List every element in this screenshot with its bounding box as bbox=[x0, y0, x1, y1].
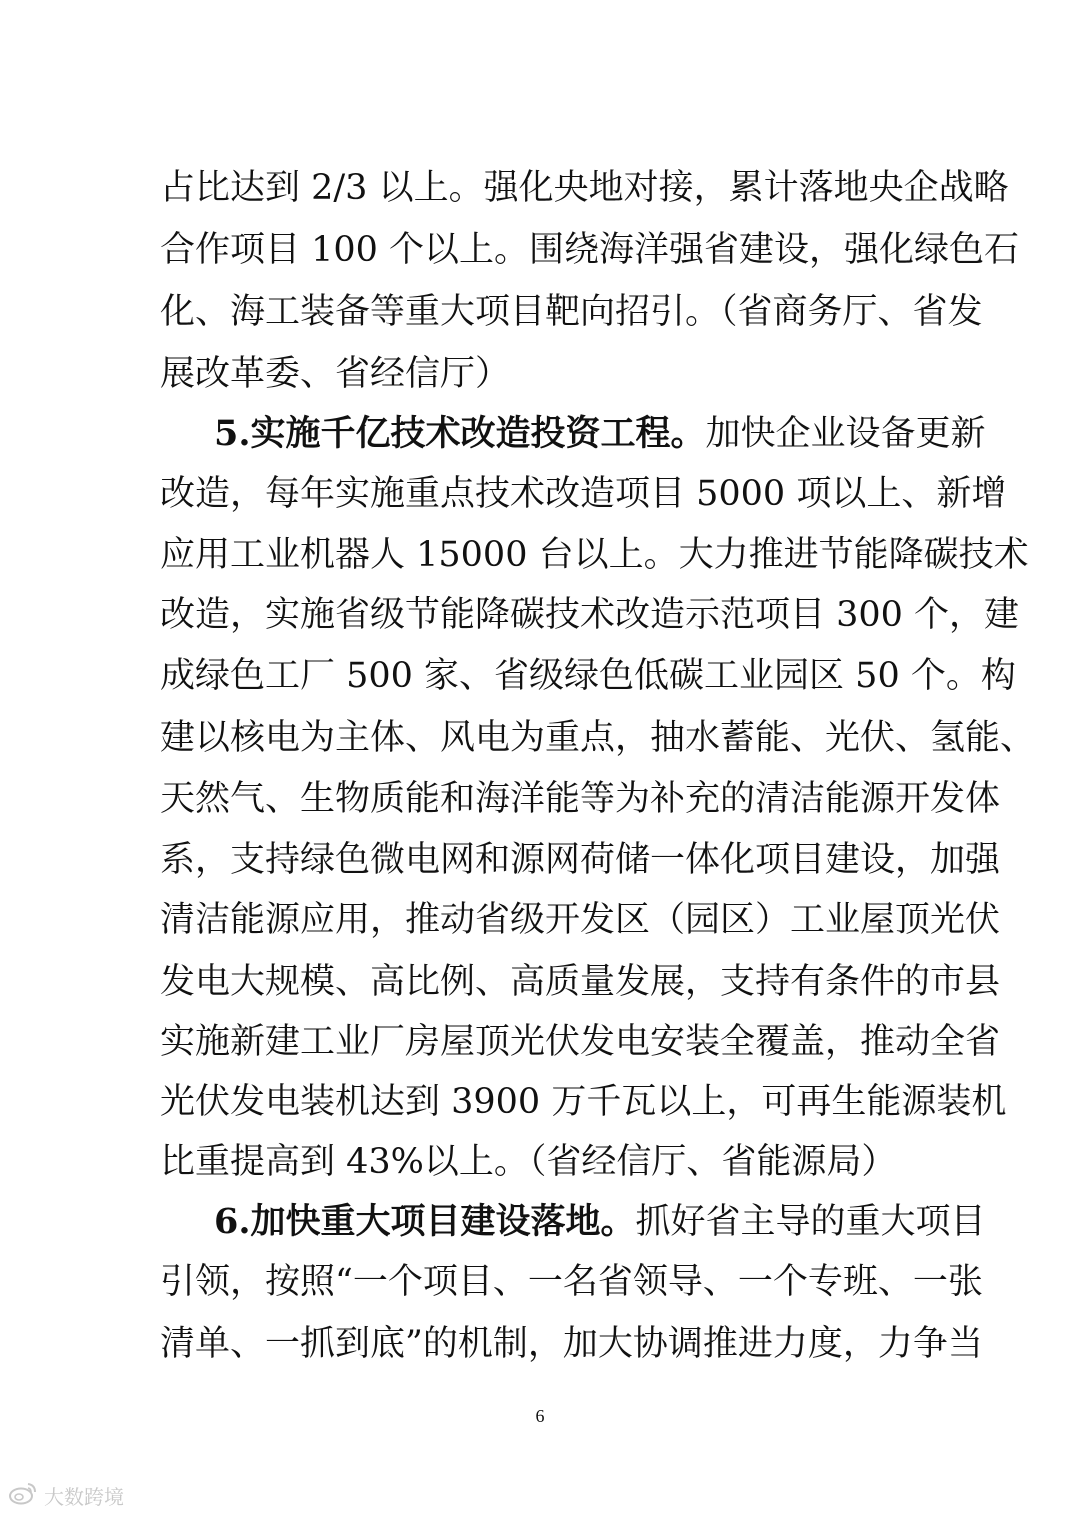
text-line: 天然气、生物质能和海洋能等为补充的清洁能源开发体 bbox=[160, 779, 1001, 819]
page-number: 6 bbox=[535, 1406, 545, 1426]
text-line: 清单、一抓到底”的机制，加大协调推进力度，力争当 bbox=[160, 1324, 983, 1364]
text-line: 成绿色工厂 500 家、省级绿色低碳工业园区 50 个。构 bbox=[160, 656, 1016, 696]
text-line: 合作项目 100 个以上。围绕海洋强省建设，强化绿色石 bbox=[160, 230, 1020, 270]
text-line: 展改革委、省经信厅） bbox=[160, 354, 511, 394]
watermark-text: 大数跨境 bbox=[44, 1484, 124, 1509]
text-line: 引领，按照“一个项目、一名省领导、一个专班、一张 bbox=[160, 1262, 983, 1302]
text-line: 化、海工装备等重大项目靶向招引。（省商务厅、省发 bbox=[160, 292, 983, 332]
text-line: 建以核电为主体、风电为重点，抽水蓄能、光伏、氢能、 bbox=[160, 718, 1036, 758]
text-line: 实施新建工业厂房屋顶光伏发电安装全覆盖，推动全省 bbox=[160, 1022, 1001, 1062]
text-line: 系，支持绿色微电网和源网荷储一体化项目建设，加强 bbox=[160, 840, 1001, 880]
text-line: 比重提高到 43%以上。（省经信厅、省能源局） bbox=[160, 1142, 897, 1182]
section-6-first-line-text: 抓好省主导的重大项目 bbox=[635, 1202, 986, 1242]
text-line: 光伏发电装机达到 3900 万千瓦以上，可再生能源装机 bbox=[160, 1082, 1007, 1122]
section-6-first-line bbox=[214, 1192, 986, 1252]
watermark bbox=[8, 1480, 124, 1510]
weibo-logo-icon bbox=[8, 1481, 44, 1510]
section-5-first-line-text: 加快企业设备更新 bbox=[705, 414, 986, 454]
text-line: 应用工业机器人 15000 台以上。大力推进节能降碳技术 bbox=[160, 535, 1029, 575]
section-6-heading: 6.加快重大项目建设落地。 bbox=[214, 1201, 636, 1242]
section-5-heading: 5.实施千亿技术改造投资工程。 bbox=[214, 413, 706, 454]
text-line: 发电大规模、高比例、高质量发展，支持有条件的市县 bbox=[160, 962, 1001, 1002]
section-5-first-line bbox=[214, 404, 986, 464]
text-line: 改造，实施省级节能降碳技术改造示范项目 300 个，建 bbox=[160, 595, 1020, 635]
text-line: 改造，每年实施重点技术改造项目 5000 项以上、新增 bbox=[160, 474, 1007, 514]
text-line: 占比达到 2/3 以上。强化央地对接，累计落地央企战略 bbox=[160, 168, 1009, 208]
text-line: 清洁能源应用，推动省级开发区（园区）工业屋顶光伏 bbox=[160, 900, 1001, 940]
